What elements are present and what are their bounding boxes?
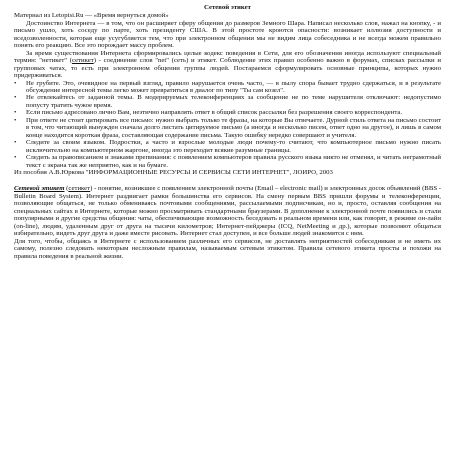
setiket-link-2[interactable]: сетикет [68,185,91,193]
closing-paragraph: Для того, чтобы, общаясь в Интернете с использованием различных его сервисов, не доставлять неприятностей собеседникам и не иметь их самому, полезно следовать некоторым несложным правилам, называемым сетевым этикетом. Правила сетевого этикета просты и похожи на правила поведения в реальной жизни. [14,237,441,260]
definition-paragraph: Сетевой этикет (сетикет) - понятие, возникшее с появлением электронной почты (Email – electronic mail) и электронных досок объявлений (BBS - Bulletin Board System). Интернет раздвигает рамки большинства его сервисов. На смену первым BBS пришли форумы и телеконференции, позволяющие общаться, не только обмениваясь почтовыми сообщениями, рассылаемыми подписчикам, но и, просто, оставляя сообщения на специальных сайтах в Интернете, которые можно просматривать стандартными браузерами. В дополнение к электронной почте появились и стали популярными и другие средства общения: чаты, обеспечивающие возможность беседовать в реальном времени или, как говорят, в режиме он-лайн (on-line), людям, удаленным друг от друга на тысячи километров; Интернет-пейджеры (ICQ, NetMeeting и др.), которые позволяют общаться избирательно, видеть друг друга и даже вместе рисовать. Интернет стал доступен, и все больше людей знакомятся с ним. [14,185,442,238]
rule-item: • При ответе не стоит цитировать все письмо: нужно выбрать только те фразы, на которые Вы отвечаете. Дурной стиль ответа на письмо состоит в том, что читающий вынужден сначала долго листать цитируемое письмо (а иногда и несколько писем, ответ одно на другое), и лишь в самом конце находится короткая фраза, составляющая содержание письма. Такую ошибку нередко совершают и учителя. [14,117,441,139]
intro-paragraph-1: Достоинство Интернета — в том, что он расширяет сферу общения до размеров Земного Шара. Написал несколько слов, нажал на кнопку, - и письмо ушло, хоть соседу по парте, хоть президенту США. В этой простоте кроются опасности: возникает иллюзия доступности и вседозволенности, которая еще усугубляется тем, что при электронном общении мы не видим лица собеседника и не всегда можем правильно понять его реакцию. Все это порождает массу проблем. [14,19,441,50]
rule-item: • Не отвлекайтесь от заданной темы. В модерируемых телеконференциях за сообщение не по теме нарушителя отключают: недопустимо попусту тратить чужое время. [14,94,441,109]
rule-item: • Не грубите. Это, очевидное на первый взгляд, правило нарушается очень часто, — в пылу спора бывает трудно сдержаться, и в результате обсуждение интересной темы легко может превратиться в диалог по типу "Ты сам козел". [14,80,441,95]
definition-term: Сетевой этикет [14,185,65,193]
rule-item: • Если письмо адресовано лично Вам, неэтично направлять ответ в общий список рассылки без разрешения своего корреспондента. [14,109,441,116]
rules-list [14,80,441,169]
setiket-link[interactable]: сетикет [72,57,94,65]
rule-item: • Следить за правописанием и знаками препинания: с появлением компьютеров правила русского языка никто не отменял, и читать неграмотный текст с экрана так же неприятно, как и на бумаге. [14,154,441,169]
section-gap [14,176,441,185]
source-line: Материал из Letopisi.Ru — «Время вернуться домой» [14,12,169,20]
rule-item: • Следите за своим языком. Подростки, а часто и взрослые молодые люди почему-то считают, что компьютерное письмо нужно писать исключительно на компьютерном жаргоне, иногда это переходит всякие разумные границы. [14,139,441,154]
intro-text-b: ) - соединение слов "net" (сеть) и этикет. Соблюдение этих правил особенно важно в форумах, списках рассылки и групповых чатах, то есть при электронном общении группы людей. Постараемся сформулировать основные принципы, которых нужно придерживаться. [14,57,441,80]
page-title: Сетевой этикет [204,4,251,11]
intro-paragraph-2 [14,50,441,80]
source-note: Из пособия А.В.Юркова "ИНФОРМАЦИОННЫЕ РЕСУРСЫ И СЕРВИСЫ СЕТИ ИНТЕРНЕТ", ЛОИРО, 2003 [14,168,333,176]
intro-text-a: За время существования Интернета сформировались целые кодекс поведения в Сети, для его обозначения иногда используют специальный термин: "нетикет" ( [14,49,441,65]
definition-text: - понятие, возникшее с появлением электронной почты (Email – electronic mail) и электронных досок объявлений (BBS - Bulletin Board System). Интернет раздвигает рамки большинства его сервисов. На смену первым BBS пришли форумы и телеконференции, позволяющие общаться, не только обмениваясь почтовыми сообщениями, рассылаемыми подписчикам, но и, просто, оставляя сообщения на специальных сайтах в Интернете, которые можно просматривать стандартными браузерами. В дополнение к электронной почте появились и стали популярными и другие средства общения: чаты, обеспечивающие возможность беседовать в реальном времени или, как говорят, в режиме он-лайн (on-line), людям, удаленным друг от друга на тысячи километров; Интернет-пейджеры (ICQ, NetMeeting и др.), которые позволяют общаться избирательно, видеть друг друга и даже вместе рисовать. Интернет стал доступен, и все больше людей знакомятся с ним. [14,185,442,238]
